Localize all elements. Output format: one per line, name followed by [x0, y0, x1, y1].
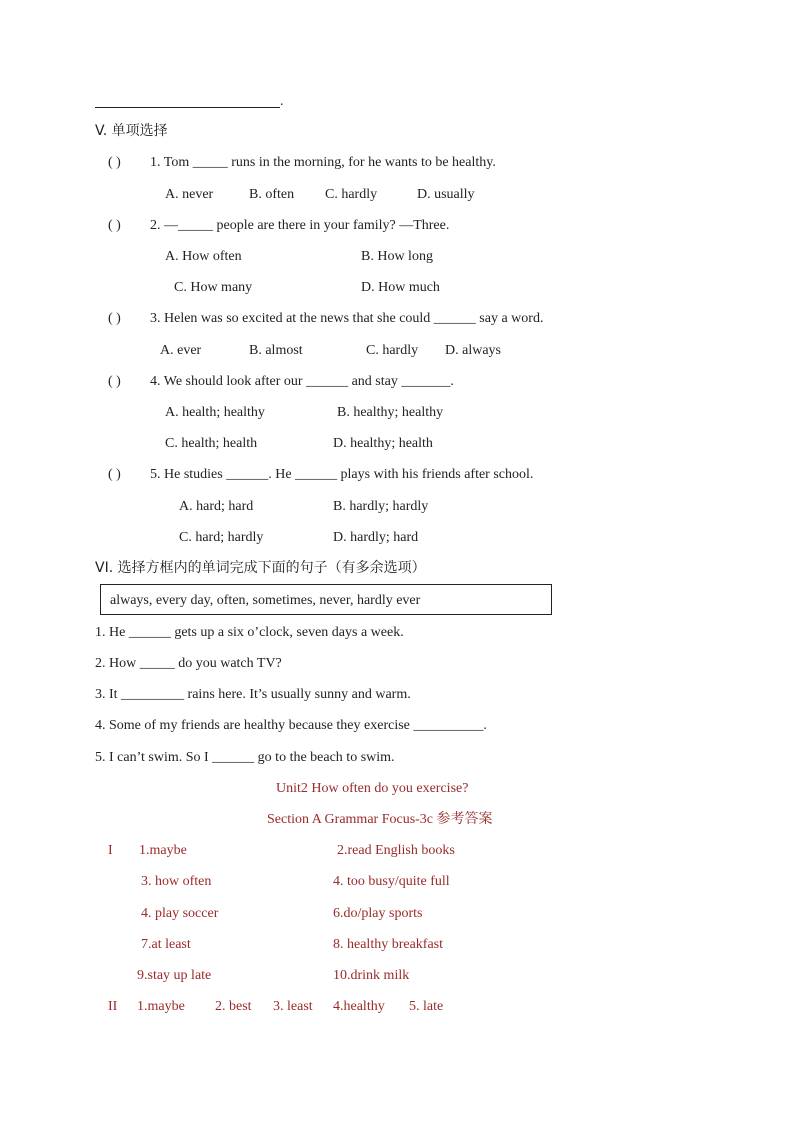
q1-option-b: B. often	[249, 187, 295, 202]
q5-option-d: D. hardly; hard	[333, 530, 419, 545]
q5-option-b: B. hardly; hardly	[333, 499, 429, 514]
answer-item: 1.maybe	[137, 999, 185, 1014]
answer-item: 5. late	[409, 999, 444, 1014]
answer-paren: ( )	[108, 155, 121, 170]
answer-item: 10.drink milk	[333, 968, 410, 983]
question-3	[108, 310, 543, 328]
q1-option-a: A. never	[165, 187, 214, 202]
answer-item: 1.maybe	[139, 843, 187, 858]
word-box	[100, 584, 552, 615]
q5-option-a: A. hard; hard	[179, 499, 254, 514]
answer-paren: ( )	[108, 311, 121, 326]
fill-sentence-2: 2. How _____ do you watch TV?	[95, 656, 282, 671]
fill-sentence-5: 5. I can’t swim. So I ______ go to the beach to swim.	[95, 750, 395, 765]
q3-option-b: B. almost	[249, 343, 303, 358]
answer-item: 2.read English books	[337, 843, 455, 858]
q3-option-d: D. always	[445, 343, 501, 358]
answer-item: 6.do/play sports	[333, 906, 423, 921]
fill-sentence-3: 3. It _________ rains here. It’s usually sunny and warm.	[95, 687, 411, 702]
q4-option-a: A. health; healthy	[165, 405, 265, 420]
fill-sentence-4: 4. Some of my friends are healthy because they exercise __________.	[95, 718, 487, 733]
answer-item: 8. healthy breakfast	[333, 937, 444, 952]
q1-option-d: D. usually	[417, 187, 475, 202]
answer-paren: ( )	[108, 218, 121, 233]
answer-item: 4. play soccer	[141, 906, 219, 921]
q2-option-b: B. How long	[361, 249, 433, 264]
q4-option-b: B. healthy; healthy	[337, 405, 444, 420]
question-4	[108, 373, 454, 391]
word-box-text: always, every day, often, sometimes, never, hardly ever	[110, 593, 421, 608]
section6-heading: VI. 选择方框内的单词完成下面的句子（有多余选项）	[95, 560, 426, 576]
answer-item: 7.at least	[141, 937, 191, 952]
answer-subtitle: Section A Grammar Focus-3c 参考答案	[267, 812, 493, 827]
q3-option-c: C. hardly	[366, 343, 419, 358]
line-period: .	[280, 94, 284, 109]
q4-option-c: C. health; health	[165, 436, 258, 451]
section5-heading: V. 单项选择	[95, 123, 168, 139]
answer-item: 2. best	[215, 999, 252, 1014]
answers-part2-label: II	[108, 999, 118, 1014]
q5-option-c: C. hard; hardly	[179, 530, 264, 545]
q1-option-c: C. hardly	[325, 187, 378, 202]
q3-option-a: A. ever	[160, 343, 202, 358]
answer-title: Unit2 How often do you exercise?	[276, 781, 469, 796]
answer-item: 3. least	[273, 999, 313, 1014]
answer-item: 3. how often	[141, 874, 212, 889]
q2-option-d: D. How much	[361, 280, 440, 295]
question-2	[108, 217, 449, 235]
question-text: 3. Helen was so excited at the news that she could ______ say a word.	[150, 311, 544, 326]
fill-sentence-1: 1. He ______ gets up a six o’clock, seven days a week.	[95, 625, 404, 640]
question-text: 5. He studies ______. He ______ plays with his friends after school.	[150, 467, 534, 482]
answer-blank-line	[95, 107, 280, 108]
answer-item: 4.healthy	[333, 999, 385, 1014]
answers-part1-label: I	[108, 843, 113, 858]
answer-paren: ( )	[108, 374, 121, 389]
answer-item: 4. too busy/quite full	[333, 874, 450, 889]
q2-option-c: C. How many	[174, 280, 253, 295]
q4-option-d: D. healthy; health	[333, 436, 433, 451]
question-1	[108, 154, 496, 172]
question-text: 4. We should look after our ______ and stay _______.	[150, 374, 454, 389]
question-5	[108, 466, 533, 484]
answer-paren: ( )	[108, 467, 121, 482]
q2-option-a: A. How often	[165, 249, 242, 264]
question-text: 1. Tom _____ runs in the morning, for he wants to be healthy.	[150, 155, 496, 170]
answer-item: 9.stay up late	[137, 968, 212, 983]
question-text: 2. —_____ people are there in your family? —Three.	[150, 218, 450, 233]
